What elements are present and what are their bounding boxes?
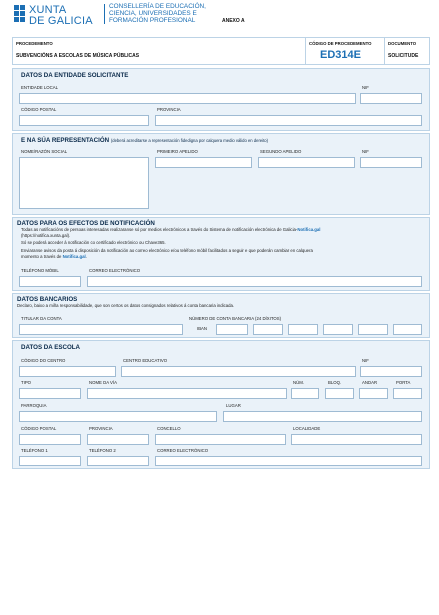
section-notificacion bbox=[12, 217, 430, 291]
parroquia-input[interactable] bbox=[19, 411, 217, 422]
notification-line: Todas as notificacións de persoas interesadas realizaranse só por medios electrónicos a través do Sistema de notificación electrónica de Galicia- bbox=[21, 227, 298, 232]
field-label: TELÉFONO MÓBIL bbox=[21, 268, 59, 273]
section-title-text: E NA SÚA REPRESENTACIÓN bbox=[21, 137, 110, 144]
field-label: CÓDIGO POSTAL bbox=[21, 107, 57, 112]
porta-input[interactable] bbox=[393, 388, 422, 399]
field-label: PROVINCIA bbox=[157, 107, 181, 112]
procedimento-value: SUBVENCIÓNS A ESCOLAS DE MÚSICA PÚBLICAS bbox=[16, 53, 140, 59]
telefono1-input[interactable] bbox=[19, 456, 81, 466]
conta-bloque-input[interactable] bbox=[288, 324, 318, 335]
field-label: CONCELLO bbox=[157, 426, 181, 431]
section-title: DATOS DA ESCOLA bbox=[21, 344, 81, 351]
escola-codigo-postal-input[interactable] bbox=[19, 434, 81, 445]
nome-via-input[interactable] bbox=[87, 388, 287, 399]
codigo-postal-input[interactable] bbox=[19, 115, 149, 126]
section-subtitle: (deberá acreditarse a representación fidedigna por calquera medio válido en dereito) bbox=[110, 138, 268, 143]
field-label: CORREO ELECTRÓNICO bbox=[89, 268, 141, 273]
field-label: CÓDIGO DO CENTRO bbox=[21, 358, 66, 363]
codigo-value: ED314E bbox=[320, 49, 361, 61]
conta-bloque-input[interactable] bbox=[253, 324, 283, 335]
conselleria-line: CONSELLERÍA DE EDUCACIÓN, bbox=[109, 3, 206, 10]
documento-value: SOLICITUDE bbox=[388, 53, 419, 59]
section-title: DATOS DA ENTIDADE SOLICITANTE bbox=[21, 72, 129, 79]
field-label: ENTIDADE LOCAL bbox=[21, 85, 59, 90]
notifica-link[interactable]: Notifica.gal bbox=[62, 254, 86, 259]
field-label: NIF bbox=[362, 358, 369, 363]
field-label: TIPO bbox=[21, 380, 32, 385]
field-label: PORTA bbox=[396, 380, 411, 385]
section-title: DATOS PARA OS EFECTOS DE NOTIFICACIÓN bbox=[17, 220, 155, 227]
logo-line2: DE GALICIA bbox=[29, 15, 93, 27]
segundo-apelido-input[interactable] bbox=[258, 157, 355, 168]
conselleria-line: CIENCIA, UNIVERSIDADES E bbox=[109, 9, 197, 17]
nif-input[interactable] bbox=[360, 93, 422, 104]
codigo-centro-input[interactable] bbox=[19, 366, 116, 377]
field-label: CENTRO EDUCATIVO bbox=[123, 358, 168, 363]
conselleria-name bbox=[104, 4, 206, 24]
field-label: NÚM. bbox=[293, 380, 304, 385]
notification-line: Só se poderá acceder á notificación co certificado electrónico ou Chave365. bbox=[21, 240, 166, 245]
field-label: PARROQUIA bbox=[21, 403, 47, 408]
xunta-emblem-icon bbox=[14, 5, 26, 27]
correo-electronico-input[interactable] bbox=[87, 276, 422, 287]
section-datos-escola bbox=[12, 340, 430, 469]
section-entidade-solicitante bbox=[12, 68, 430, 131]
field-label: NIF bbox=[362, 149, 369, 154]
entidade-local-input[interactable] bbox=[19, 93, 356, 104]
conselleria-line: FORMACIÓN PROFESIONAL bbox=[109, 16, 196, 24]
field-label: TELÉFONO 2 bbox=[89, 448, 116, 453]
field-label: NOME DA VÍA bbox=[89, 380, 117, 385]
documento-label: DOCUMENTO bbox=[388, 41, 417, 46]
field-label: NÚMERO DE CONTA BANCARIA (24 DÍXITOS) bbox=[189, 316, 282, 321]
notification-line: (https://notifica.xunta.gal). bbox=[21, 233, 71, 238]
notification-line bbox=[21, 254, 87, 260]
field-label: PRIMEIRO APELIDO bbox=[157, 149, 198, 154]
section-representacion bbox=[12, 133, 430, 215]
nome-razon-social-input[interactable] bbox=[19, 157, 149, 209]
escola-provincia-input[interactable] bbox=[87, 434, 149, 445]
notification-line: Enviaranse avisos da posta á disposición da notificación ao correo electrónico e/ou teléfono móbil facilitados a seguir e que poderán cambiar en calquera bbox=[21, 248, 313, 253]
notification-text bbox=[21, 227, 421, 233]
anexo-label: ANEXO A bbox=[222, 18, 245, 24]
procedimento-label: PROCEDEMENTO bbox=[16, 41, 53, 46]
primeiro-apelido-input[interactable] bbox=[155, 157, 252, 168]
iban-input[interactable] bbox=[216, 324, 248, 335]
field-label: LUGAR bbox=[226, 403, 241, 408]
rep-nif-input[interactable] bbox=[360, 157, 422, 168]
escola-correo-input[interactable] bbox=[155, 456, 422, 466]
xunta-logo bbox=[14, 4, 100, 30]
notification-text: momento a través de bbox=[21, 254, 63, 259]
field-label: SEGUNDO APELIDO bbox=[260, 149, 302, 154]
lugar-input[interactable] bbox=[223, 411, 422, 422]
field-label: NIF bbox=[362, 85, 369, 90]
bank-declaration: Declaro, baixo a miña responsabilidade, que son certos os datos consignados relativos á conta bancaria indicada. bbox=[17, 303, 235, 308]
field-label: BLOQ. bbox=[328, 380, 342, 385]
field-label: TITULAR DA CONTA bbox=[21, 316, 62, 321]
field-label: LOCALIDADE bbox=[293, 426, 321, 431]
field-label: TELÉFONO 1 bbox=[21, 448, 48, 453]
numero-input[interactable] bbox=[291, 388, 319, 399]
tipo-via-input[interactable] bbox=[19, 388, 81, 399]
bloque-input[interactable] bbox=[325, 388, 354, 399]
localidade-input[interactable] bbox=[291, 434, 422, 445]
notification-text: . bbox=[85, 254, 87, 259]
escola-nif-input[interactable] bbox=[360, 366, 422, 377]
titular-conta-input[interactable] bbox=[19, 324, 183, 335]
conta-bloque-input[interactable] bbox=[358, 324, 388, 335]
iban-label: IBAN bbox=[197, 326, 208, 331]
conta-bloque-input[interactable] bbox=[393, 324, 422, 335]
section-datos-bancarios bbox=[12, 293, 430, 338]
field-label: PROVINCIA bbox=[89, 426, 113, 431]
centro-educativo-input[interactable] bbox=[121, 366, 356, 377]
section-title bbox=[21, 137, 268, 144]
logo-line1: XUNTA bbox=[29, 4, 67, 16]
provincia-input[interactable] bbox=[155, 115, 422, 126]
telefono-movil-input[interactable] bbox=[19, 276, 81, 287]
codigo-label: CÓDIGO DE PROCEDEMENTO bbox=[309, 41, 372, 46]
section-title: DATOS BANCARIOS bbox=[17, 296, 78, 303]
notifica-link[interactable]: Notifica.gal bbox=[297, 227, 321, 232]
conta-bloque-input[interactable] bbox=[323, 324, 353, 335]
telefono2-input[interactable] bbox=[87, 456, 149, 466]
procedure-header bbox=[12, 37, 430, 65]
andar-input[interactable] bbox=[359, 388, 388, 399]
field-label: CÓDIGO POSTAL bbox=[21, 426, 57, 431]
concello-input[interactable] bbox=[155, 434, 286, 445]
field-label: CORREO ELECTRÓNICO bbox=[157, 448, 209, 453]
field-label: ANDAR bbox=[362, 380, 378, 385]
field-label: NOME/RAZÓN SOCIAL bbox=[21, 149, 68, 154]
